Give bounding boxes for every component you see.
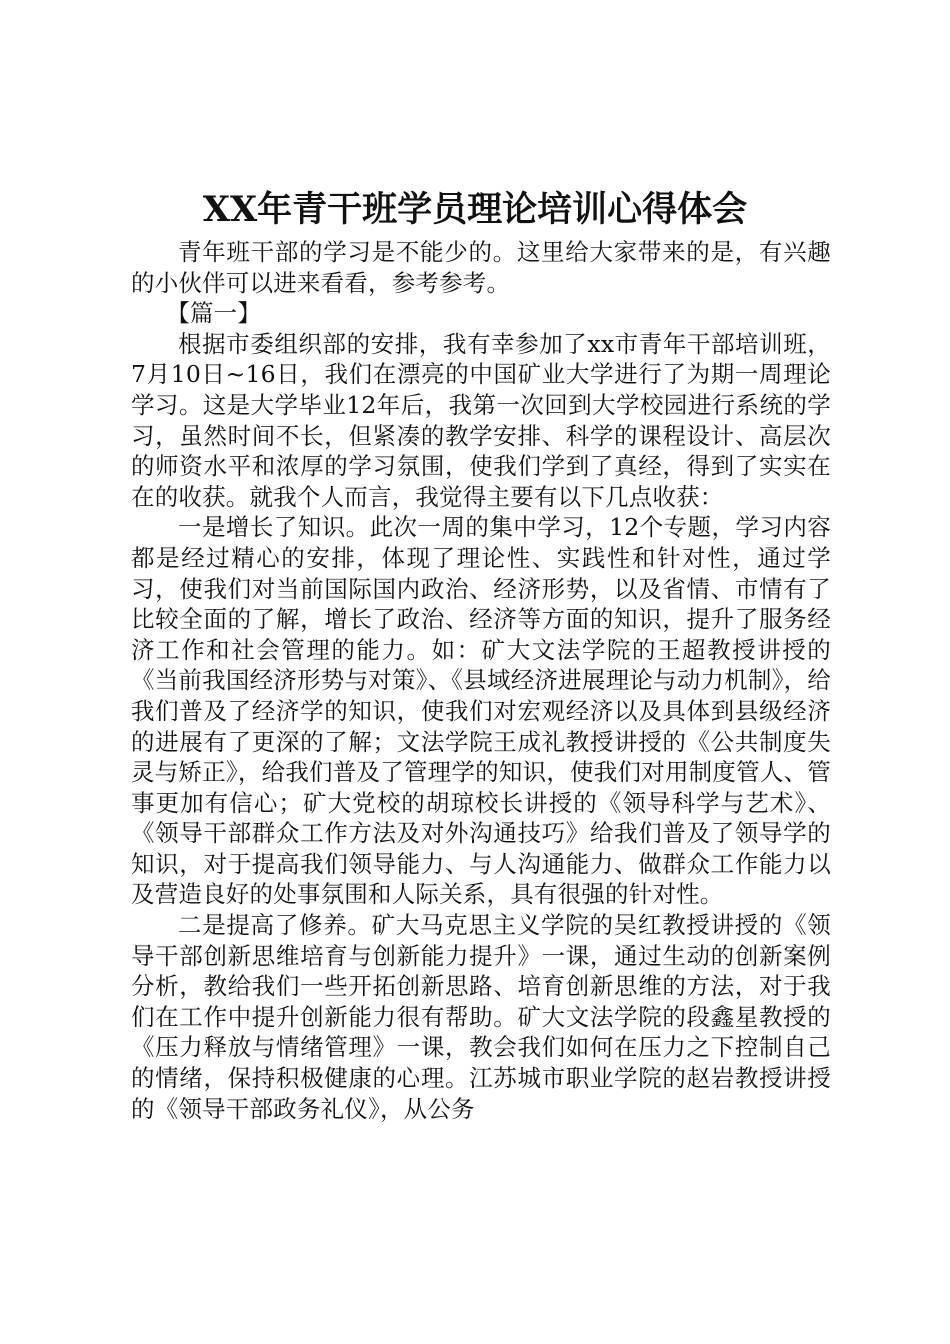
body-paragraph-3: 二是提高了修养。矿大马克思主义学院的吴红教授讲授的《领导干部创新思维培育与创新能力提升》一课，通过生动的创新案例分析，教给我们一些开拓创新思路、培育创新思维的方法，对于我们在工作中提升创新能力很有帮助。矿大文法学院的段鑫星教授的《压力释放与情绪管理》一课，教会我们如何在压力之下控制自己的情绪，保持积极健康的心理。江苏城市职业学院的赵岩教授讲授的《领导干部政务礼仪》，从公务	[131, 911, 831, 1123]
section-heading: 【篇一】	[166, 299, 262, 328]
document-body	[131, 237, 831, 1124]
body-paragraph-2: 一是增长了知识。此次一周的集中学习，12个专题，学习内容都是经过精心的安排，体现了理论性、实践性和针对性，通过学习，使我们对当前国际国内政治、经济形势，以及省情、市情有了比较全面的了解，增长了政治、经济等方面的知识，提升了服务经济工作和社会管理的能力。如：矿大文法学院的王超教授讲授的《当前我国经济形势与对策》、《县域经济进展理论与动力机制》，给我们普及了经济学的知识，使我们对宏观经济以及具体到县级经济的进展有了更深的了解；文法学院王成礼教授讲授的《公共制度失灵与矫正》，给我们普及了管理学的知识，使我们对用制度管人、管事更加有信心；矿大党校的胡琼校长讲授的《领导科学与艺术》、《领导干部群众工作方法及对外沟通技巧》给我们普及了领导学的知识，对于提高我们领导能力、与人沟通能力、做群众工作能力以及营造良好的处事氛围和人际关系，具有很强的针对性。	[131, 513, 831, 909]
intro-paragraph: 青年班干部的学习是不能少的。这里给大家带来的是，有兴趣的小伙伴可以进来看看，参考参考。	[131, 238, 831, 297]
body-paragraph-1: 根据市委组织部的安排，我有幸参加了xx市青年干部培训班，7月10日~16日，我们在漂亮的中国矿业大学进行了为期一周理论学习。这是大学毕业12年后，我第一次回到大学校园进行系统的学习，虽然时间不长，但紧凑的教学安排、科学的课程设计、高层次的师资水平和浓厚的学习氛围，使我们学到了真经，得到了实实在在的收获。就我个人而言，我觉得主要有以下几点收获：	[131, 329, 831, 511]
document-title: XX年青干班学员理论培训心得体会	[202, 189, 748, 230]
